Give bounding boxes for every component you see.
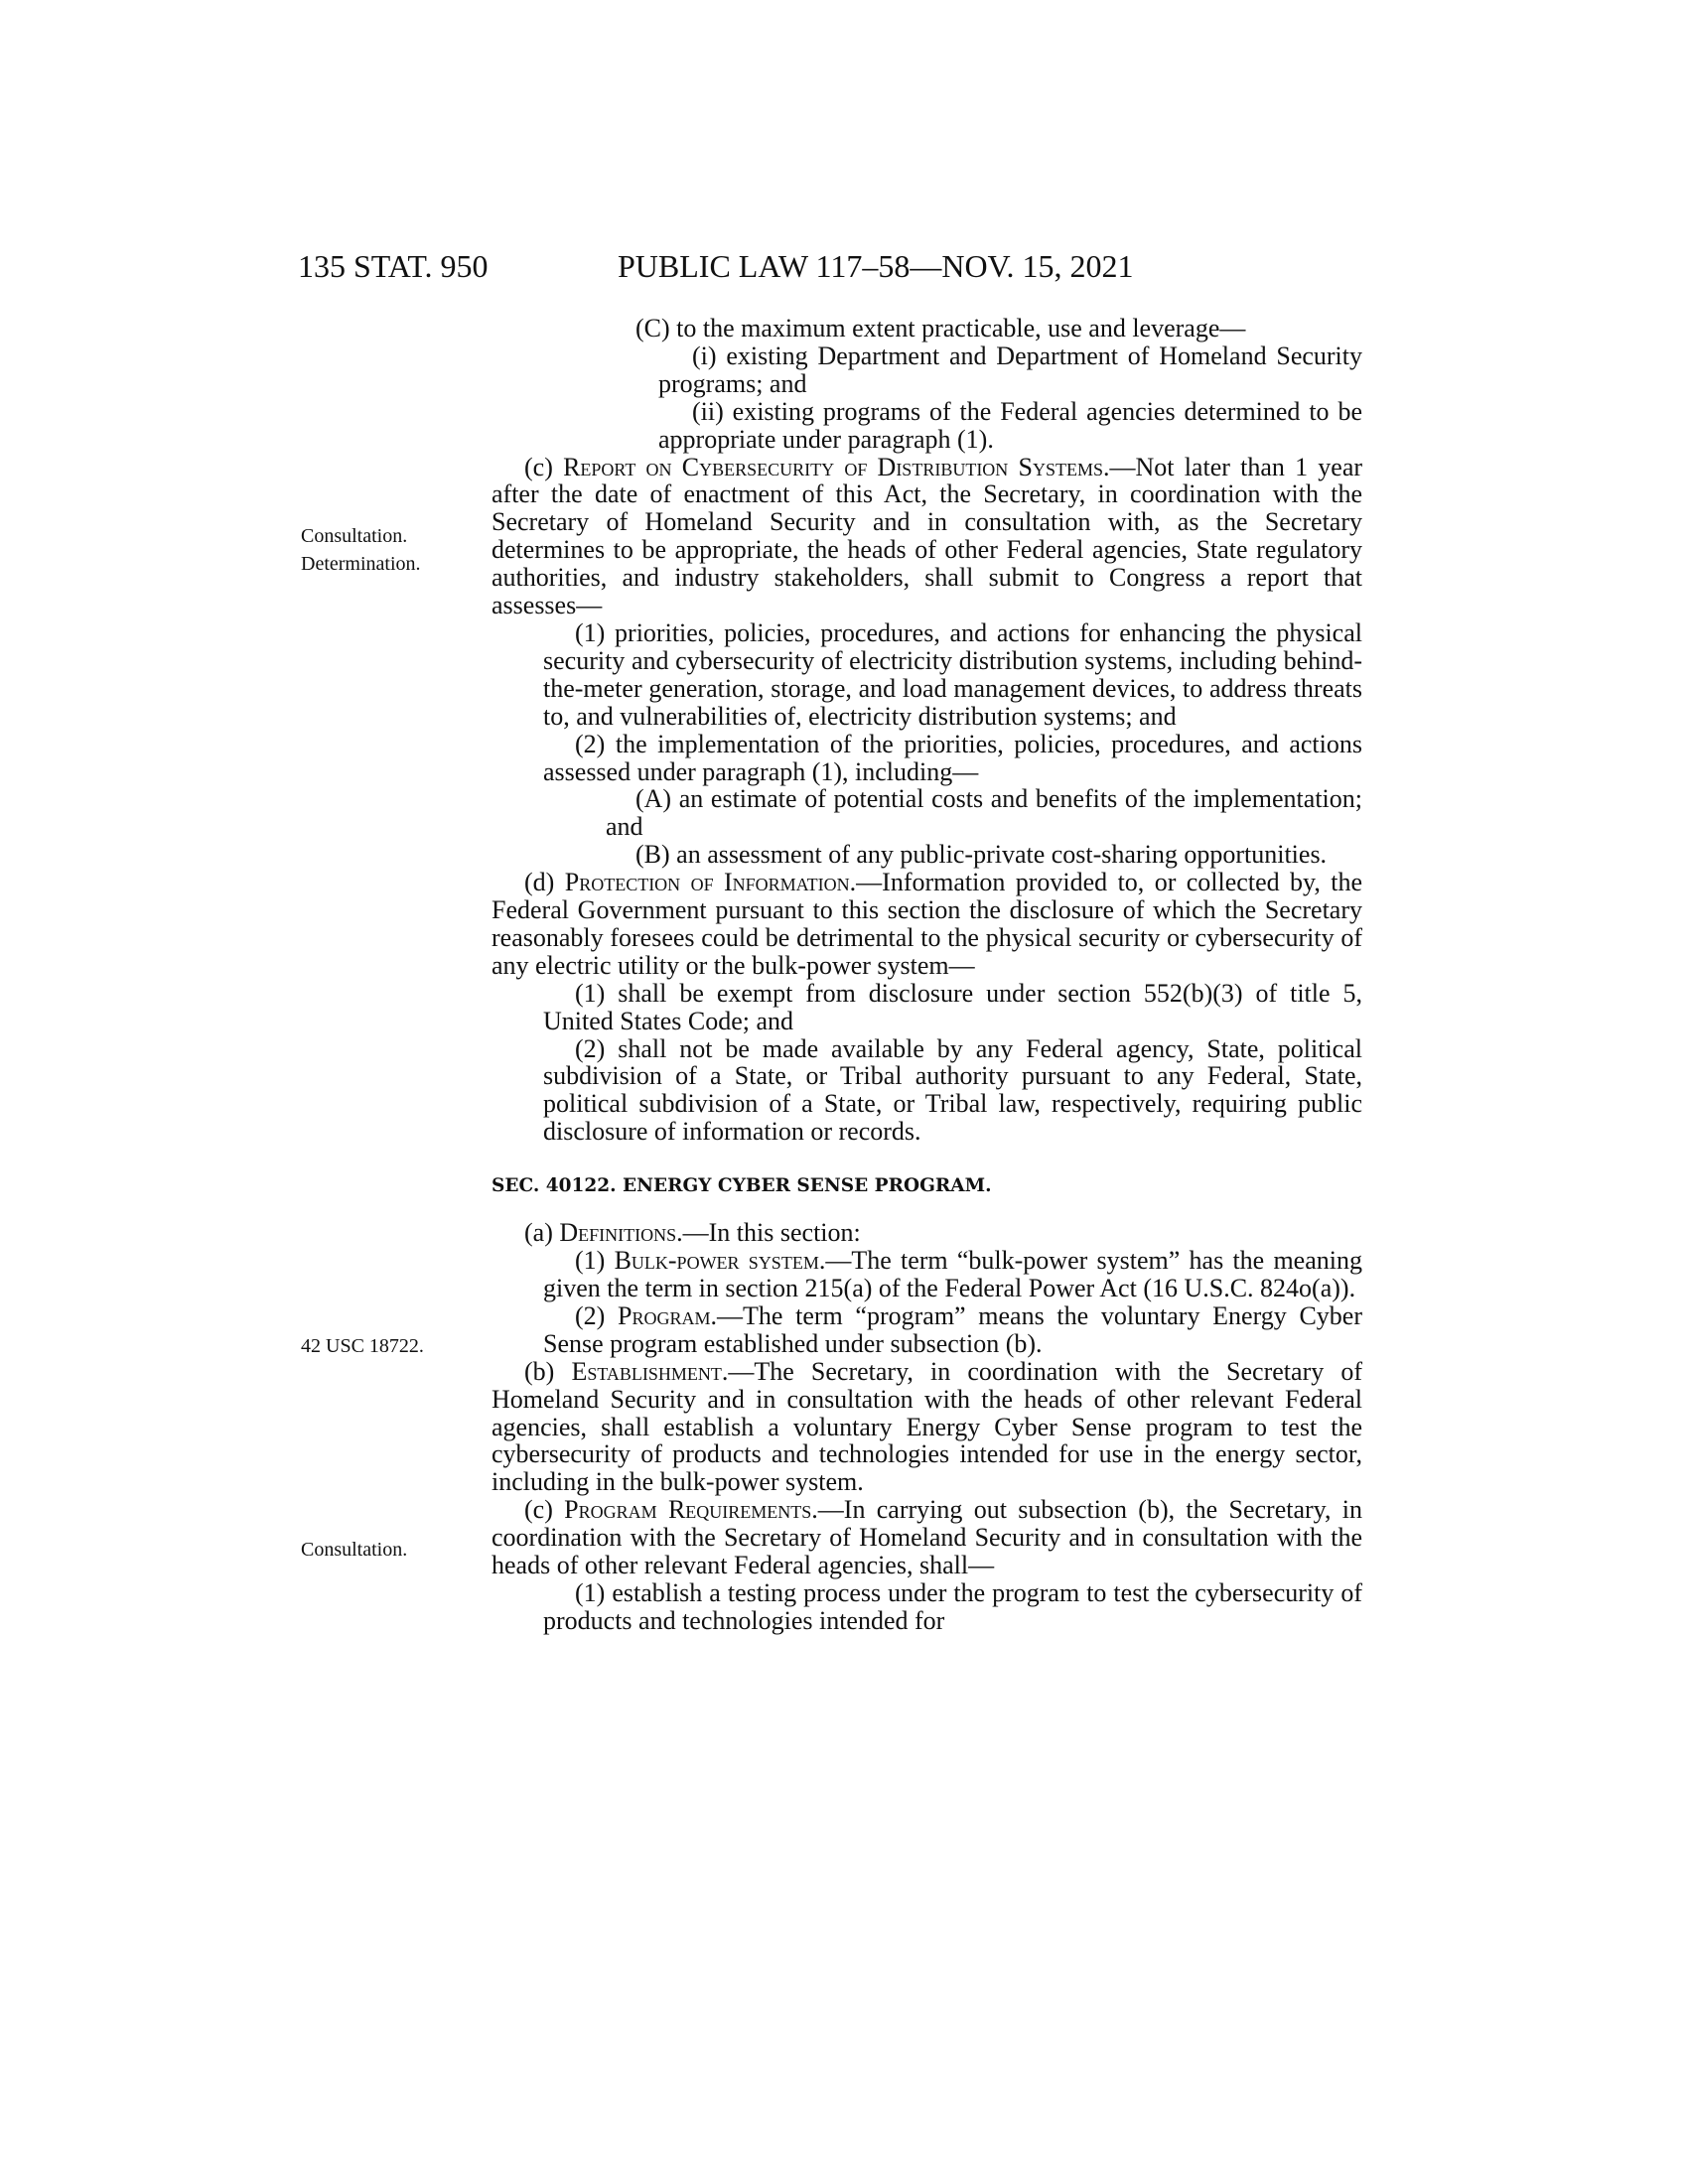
margin-note-consultation-determination bbox=[301, 523, 421, 578]
subsection-c-requirements: (c) Program Requirements.—In carrying out subsection (b), the Secretary, in coordination with the Secretary of Homeland Security and in consultation with the heads of other relevant Federal agencies, shall— bbox=[492, 1495, 1363, 1580]
subsection-heading: Establishment. bbox=[571, 1356, 729, 1386]
clause-i: (i) existing Department and Department of Homeland Security programs; and bbox=[658, 341, 1362, 398]
paragraph-d1: (1) shall be exempt from disclosure under section 552(b)(3) of title 5, United States Code; and bbox=[543, 978, 1362, 1035]
subsection-heading: Protection of Information. bbox=[564, 868, 857, 897]
paragraph-c1: (1) priorities, policies, procedures, and actions for enhancing the physical security and cybersecurity of electricity distribution systems, including behind-the-meter generation, storage, and load management devices, to address threats to, and vulnerabilities of, electricity distribution systems; and bbox=[543, 617, 1362, 731]
paragraph-d2: (2) shall not be made available by any Federal agency, State, political subdivision of a State, or Tribal authority pursuant to any Federal, State, political subdivision of a State, or Tribal law, respectively, requiring public disclosure of information or records. bbox=[543, 1033, 1362, 1147]
margin-note-line: Consultation. bbox=[301, 525, 408, 547]
running-header-title: PUBLIC LAW 117–58—NOV. 15, 2021 bbox=[618, 248, 1134, 284]
statute-body bbox=[492, 315, 1362, 1635]
paragraph-heading: Program. bbox=[618, 1300, 717, 1330]
subsection-heading: Program Requirements. bbox=[564, 1495, 818, 1525]
subsection-a-definitions: (a) Definitions.—In this section: bbox=[524, 1218, 861, 1248]
margin-note-consultation: Consultation. bbox=[301, 1539, 408, 1561]
section-heading: SEC. 40122. ENERGY CYBER SENSE PROGRAM. bbox=[492, 1175, 992, 1197]
paragraph-requirement-1: (1) establish a testing process under the program to test the cybersecurity of products and technologies intended for bbox=[543, 1577, 1362, 1635]
paragraph-heading: Bulk-power system. bbox=[614, 1246, 826, 1276]
subparagraph-c2b: (B) an assessment of any public-private cost-sharing opportunities. bbox=[635, 840, 1328, 870]
subsection-b-establishment: (b) Establishment.—The Secretary, in coordination with the Secretary of Homeland Security and in consultation with the heads of other relevant Federal agencies, shall establish a voluntary Energy Cyber Sense program to test the cybersecurity of products and technologies intended for use in the energy sector, including in the bulk-power system. bbox=[492, 1356, 1362, 1497]
margin-note-usc-citation: 42 USC 18722. bbox=[301, 1335, 424, 1357]
subsection-heading: Report on Cybersecurity of Distribution Systems. bbox=[563, 452, 1110, 481]
subsection-heading: Definitions. bbox=[559, 1218, 683, 1248]
stat-page-number: 135 STAT. 950 bbox=[298, 248, 489, 284]
subsection-d-protection: (d) Protection of Information.—Information provided to, or collected by, the Federal Government pursuant to this section the disclosure of which the Secretary reasonably foresees could be detrimental to the physical security or cybersecurity of any electric utility or the bulk-power system— bbox=[492, 868, 1362, 980]
subsection-c-report: (c) Report on Cybersecurity of Distribution Systems.—Not later than 1 year after the date of enactment of this Act, the Secretary, in coordination with the Secretary of Homeland Security and in consultation with, as the Secretary determines to be appropriate, the heads of other Federal agencies, State regulatory authorities, and industry stakeholders, shall submit to Congress a report that assesses— bbox=[492, 452, 1363, 620]
margin-note-line: Determination. bbox=[301, 552, 421, 575]
paragraph-c2: (2) the implementation of the priorities, policies, procedures, and actions assessed under paragraph (1), including— bbox=[543, 729, 1362, 786]
clause-ii: (ii) existing programs of the Federal agencies determined to be appropriate under paragraph (1). bbox=[658, 396, 1362, 454]
subparagraph-c2a: (A) an estimate of potential costs and benefits of the implementation; and bbox=[606, 784, 1362, 842]
definition-program: (2) Program.—The term “program” means the voluntary Energy Cyber Sense program established under subsection (b). bbox=[543, 1300, 1362, 1358]
subparagraph-c: (C) to the maximum extent practicable, use and leverage— bbox=[635, 314, 1246, 342]
definition-bulk-power-system: (1) Bulk-power system.—The term “bulk-power system” has the meaning given the term in section 215(a) of the Federal Power Act (16 U.S.C. 824o(a)). bbox=[543, 1246, 1362, 1302]
